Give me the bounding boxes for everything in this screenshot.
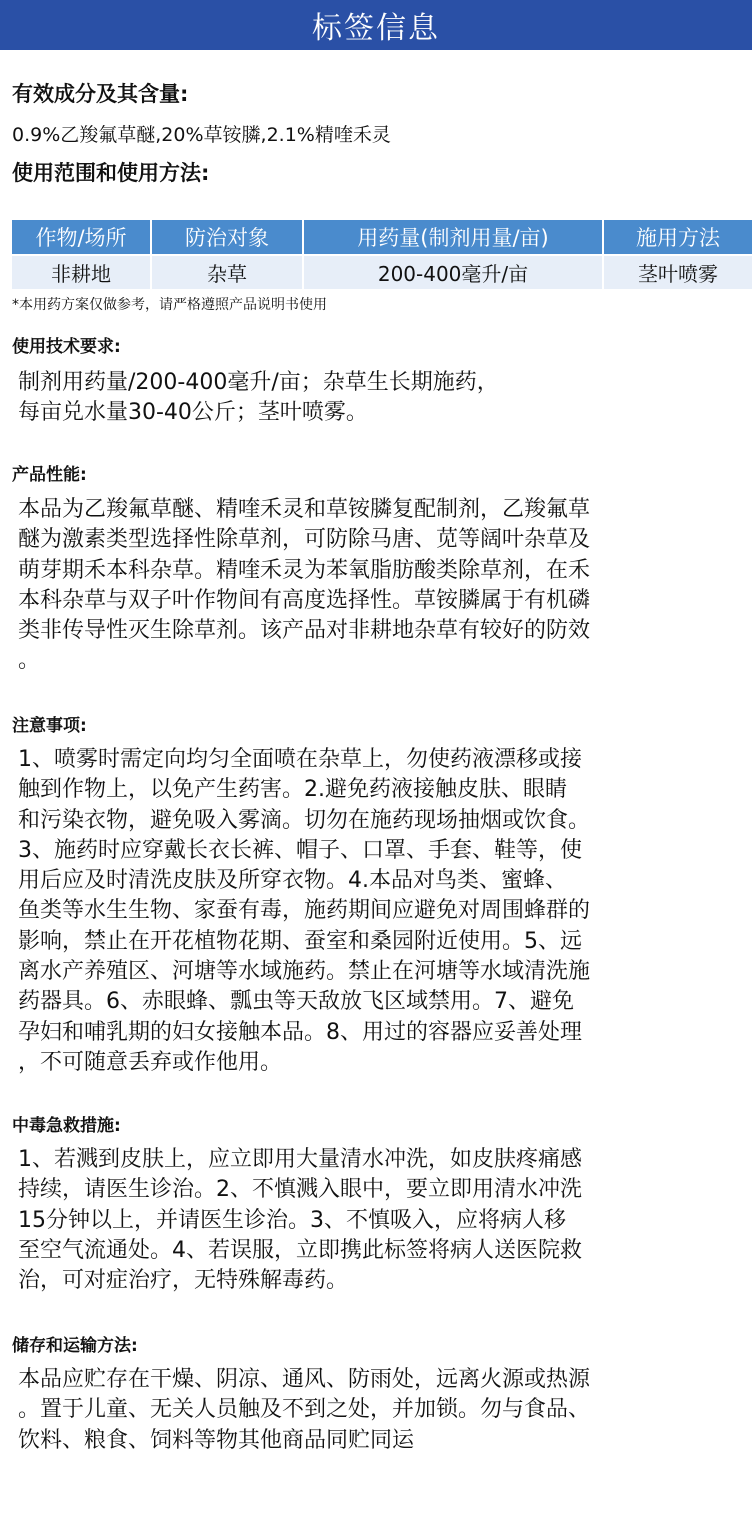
text-line: 药器具。6、赤眼蜂、瓢虫等天敌放飞区域禁用。7、避免 bbox=[18, 989, 574, 1015]
text-line: 触到作物上，以免产生药害。2.避免药液接触皮肤、眼睛 bbox=[18, 777, 567, 803]
usage-table bbox=[12, 220, 752, 289]
text-line: 。 bbox=[18, 648, 41, 674]
text-line: 持续，请医生诊治。2、不慎溅入眼中，要立即用清水冲洗 bbox=[18, 1177, 582, 1203]
text-line: 。置于儿童、无关人员触及不到之处，并加锁。勿与食品、 bbox=[18, 1397, 591, 1423]
column-header-crop: 作物/场所 bbox=[12, 220, 151, 255]
text-line: 1、喷雾时需定向均匀全面喷在杂草上，勿使药液漂移或接 bbox=[18, 747, 582, 772]
storage-heading: 储存和运输方法: bbox=[12, 1336, 138, 1356]
text-line: 孕妇和哺乳期的妇女接触本品。8、用过的容器应妥善处理 bbox=[18, 1019, 582, 1045]
text-line: 15分钟以上，并请医生诊治。3、不慎吸入，应将病人移 bbox=[18, 1207, 566, 1233]
cautions-paragraph bbox=[18, 745, 740, 1078]
cell-dosage: 200-400毫升/亩 bbox=[303, 255, 603, 289]
text-line: 类非传导性灭生除草剂。该产品对非耕地杂草有较好的防效 bbox=[18, 618, 591, 644]
first-aid-heading: 中毒急救措施: bbox=[12, 1116, 121, 1136]
text-line: 治，可对症治疗，无特殊解毒药。 bbox=[18, 1268, 349, 1294]
usage-table-header-row bbox=[12, 220, 752, 255]
text-line: 每亩兑水量30-40公斤；茎叶喷雾。 bbox=[18, 400, 368, 426]
text-line: 和污染衣物，避免吸入雾滴。切勿在施药现场抽烟或饮食。 bbox=[18, 807, 591, 833]
text-line: 影响，禁止在开花植物花期、蚕室和桑园附近使用。5、远 bbox=[18, 928, 582, 954]
cell-method: 茎叶喷雾 bbox=[603, 255, 752, 289]
column-header-dosage: 用药量(制剂用量/亩) bbox=[303, 220, 603, 255]
performance-heading: 产品性能: bbox=[12, 465, 87, 485]
text-line: 至空气流通处。4、若误服，立即携此标签将病人送医院救 bbox=[18, 1237, 582, 1263]
usage-heading: 使用范围和使用方法: bbox=[12, 161, 210, 185]
text-line: ，不可随意丢弃或作他用。 bbox=[18, 1049, 283, 1075]
text-line: 1、若溅到皮肤上，应立即用大量清水冲洗，如皮肤疼痛感 bbox=[18, 1147, 582, 1172]
usage-note: *本用药方案仅做参考，请严格遵照产品说明书使用 bbox=[12, 297, 327, 313]
page-title: 标签信息 bbox=[0, 0, 752, 50]
column-header-method: 施用方法 bbox=[603, 220, 752, 255]
first-aid-paragraph bbox=[18, 1145, 740, 1296]
tech-paragraph bbox=[18, 368, 740, 429]
active-ingredients-value: 0.9%乙羧氟草醚,20%草铵膦,2.1%精喹禾灵 bbox=[12, 124, 391, 146]
text-line: 制剂用药量/200-400毫升/亩；杂草生长期施药， bbox=[18, 370, 499, 395]
text-line: 萌芽期禾本科杂草。精喹禾灵为苯氧脂肪酸类除草剂，在禾 bbox=[18, 557, 591, 583]
text-line: 用后应及时清洗皮肤及所穿衣物。4.本品对鸟类、蜜蜂、 bbox=[18, 868, 567, 894]
cell-crop: 非耕地 bbox=[12, 255, 151, 289]
text-line: 3、施药时应穿戴长衣长裤、帽子、口罩、手套、鞋等，使 bbox=[18, 837, 582, 863]
tech-heading: 使用技术要求: bbox=[12, 337, 121, 357]
storage-paragraph bbox=[18, 1365, 740, 1456]
table-row bbox=[12, 255, 752, 289]
column-header-target: 防治对象 bbox=[151, 220, 303, 255]
text-line: 本科杂草与双子叶作物间有高度选择性。草铵膦属于有机磷 bbox=[18, 587, 591, 613]
text-line: 鱼类等水生生物、家蚕有毒，施药期间应避免对周围蜂群的 bbox=[18, 898, 591, 924]
active-ingredients-heading: 有效成分及其含量: bbox=[12, 82, 189, 106]
text-line: 本品应贮存在干燥、阴凉、通风、防雨处，远离火源或热源 bbox=[18, 1367, 591, 1392]
text-line: 离水产养殖区、河塘等水域施药。禁止在河塘等水域清洗施 bbox=[18, 959, 591, 985]
text-line: 饮料、粮食、饲料等物其他商品同贮同运 bbox=[18, 1427, 415, 1453]
text-line: 本品为乙羧氟草醚、精喹禾灵和草铵膦复配制剂，乙羧氟草 bbox=[18, 497, 591, 522]
cautions-heading: 注意事项: bbox=[12, 716, 87, 736]
performance-paragraph bbox=[18, 495, 740, 677]
cell-target: 杂草 bbox=[151, 255, 303, 289]
text-line: 醚为激素类型选择性除草剂，可防除马唐、苋等阔叶杂草及 bbox=[18, 527, 591, 553]
